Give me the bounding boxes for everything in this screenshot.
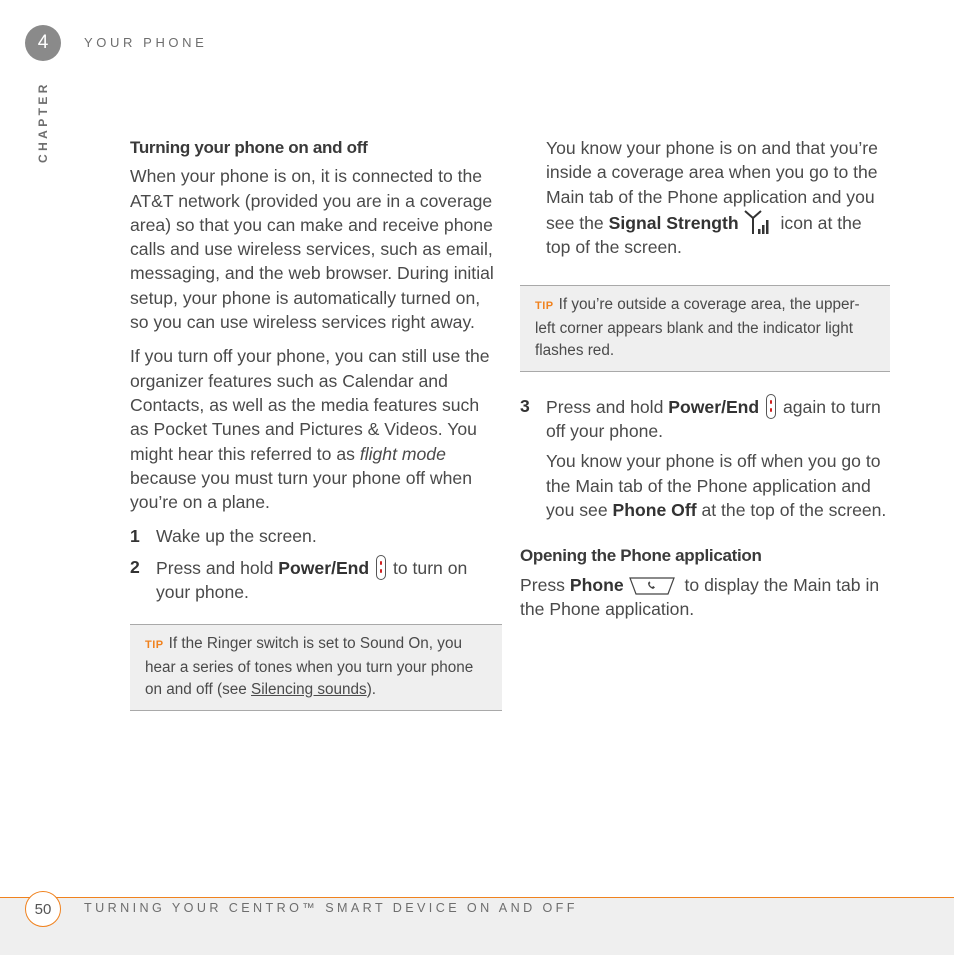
emphasis-flight-mode: flight mode xyxy=(359,443,446,464)
step-text: Wake up the screen. xyxy=(156,526,317,547)
text-run: at the top of the screen. xyxy=(696,500,887,521)
bold-phone-off: Phone Off xyxy=(612,500,697,521)
section-heading-opening-phone: Opening the Phone application xyxy=(520,546,762,566)
step-text xyxy=(546,394,890,444)
paragraph-press-phone xyxy=(520,573,890,622)
chapter-title: YOUR PHONE xyxy=(84,35,208,50)
tip-box-coverage xyxy=(520,285,890,371)
bold-power-end: Power/End xyxy=(278,557,370,578)
chapter-number-badge: 4 xyxy=(25,25,61,61)
step-2 xyxy=(130,555,502,605)
paragraph-network: When your phone is on, it is connected to the AT&T network (provided you are in a coverage area) so that you can make and receive phone calls and use wireless services, such as email, messaging, and the web browser. During initial setup, your phone is automatically turned on, so you can use wireless services right away. xyxy=(130,166,494,333)
paragraph-phone-off xyxy=(520,449,890,522)
section-heading-turning-on-off: Turning your phone on and off xyxy=(130,138,368,157)
text-run: If you turn off your phone, you can still use the organizer features such as Calendar and Contacts, as well as the media features such as Pocket Tunes and Pictures & Videos. You might hear this referred to as xyxy=(130,346,490,464)
tip-text: ). xyxy=(366,680,377,698)
text-run: because you must turn your phone off when you’re on a plane. xyxy=(130,467,472,513)
step-1 xyxy=(130,524,502,548)
footer-title: TURNING YOUR CENTRO™ SMART DEVICE ON AND OFF xyxy=(84,901,578,915)
power-end-key-icon xyxy=(376,555,386,580)
text-run: Press xyxy=(520,574,570,595)
left-column xyxy=(130,136,502,711)
tip-label: TIP xyxy=(535,300,554,313)
text-run: icon at the top of the screen. xyxy=(546,212,862,258)
step-number: 1 xyxy=(130,526,140,547)
bold-power-end: Power/End xyxy=(668,396,760,417)
paragraph-signal-strength xyxy=(520,136,890,259)
tip-label: TIP xyxy=(145,639,164,652)
text-run: You know your phone is on and that you’re inside a coverage area when you go to the Main tab of the Phone application and you see the xyxy=(546,138,878,233)
page-number-badge: 50 xyxy=(25,891,61,927)
text-run: Press and hold xyxy=(546,396,669,417)
text-run: again to turn off your phone. xyxy=(546,396,881,442)
text-run: to display the Main tab in the Phone application. xyxy=(520,574,880,619)
right-column xyxy=(520,136,890,631)
step-number: 2 xyxy=(130,556,140,577)
bold-signal-strength: Signal Strength xyxy=(608,212,739,233)
tip-box-ringer xyxy=(130,624,502,710)
text-run: You know your phone is off when you go to the Main tab of the Phone application and you see xyxy=(546,451,881,521)
step-3 xyxy=(520,394,890,444)
power-end-key-icon xyxy=(766,394,776,419)
chapter-vertical-label: CHAPTER xyxy=(36,81,50,163)
signal-strength-icon xyxy=(742,209,772,235)
tip-text: If you’re outside a coverage area, the upper-left corner appears blank and the indicator light flashes red. xyxy=(535,296,860,360)
step-number: 3 xyxy=(520,395,530,416)
bold-phone: Phone xyxy=(569,574,624,595)
paragraph-flight-mode xyxy=(130,344,502,514)
step-text xyxy=(156,555,502,605)
text-run: to turn on your phone. xyxy=(156,557,468,603)
tip-text: If the Ringer switch is set to Sound On, you hear a series of tones when you turn your phone on and off (see xyxy=(145,635,474,698)
text-run: Press and hold xyxy=(156,557,279,578)
phone-key-icon xyxy=(628,576,676,596)
link-silencing-sounds[interactable]: Silencing sounds xyxy=(251,680,367,698)
